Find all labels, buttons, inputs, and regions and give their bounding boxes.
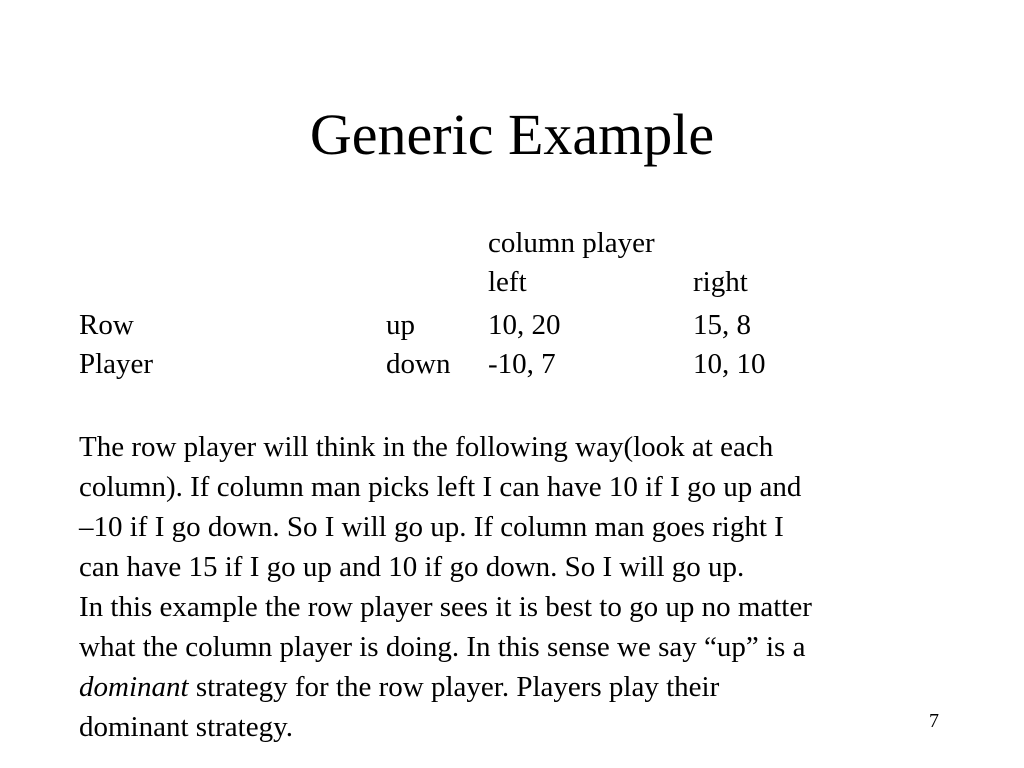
body-line-rest: strategy for the row player. Players play their — [188, 671, 720, 703]
column-player-label: column player — [488, 227, 655, 259]
cell-up-right: 15, 8 — [693, 309, 751, 341]
body-line: –10 if I go down. So I will go up. If column man goes right I — [79, 511, 784, 543]
body-line: column). If column man picks left I can have 10 if I go up and — [79, 471, 802, 503]
dominant-emphasis: dominant — [79, 671, 189, 703]
row-down-label: down — [386, 348, 451, 380]
row-player-label-line2: Player — [79, 348, 154, 380]
cell-down-right: 10, 10 — [693, 348, 766, 380]
cell-down-left: -10, 7 — [488, 348, 556, 380]
slide-title: Generic Example — [309, 102, 715, 167]
body-line: dominant strategy. — [79, 711, 293, 743]
body-line — [79, 667, 979, 707]
body-line: The row player will think in the following way(look at each — [79, 431, 774, 463]
column-left-header: left — [488, 266, 527, 298]
row-up-label: up — [386, 309, 415, 341]
row-player-label-line1: Row — [79, 309, 134, 341]
page-number: 7 — [929, 710, 939, 732]
body-line: what the column player is doing. In this sense we say “up” is a — [79, 631, 806, 663]
body-line: can have 15 if I go up and 10 if go down. So I will go up. — [79, 551, 745, 583]
column-right-header: right — [693, 266, 748, 298]
explanation-paragraph — [79, 427, 979, 747]
body-line: In this example the row player sees it is best to go up no matter — [79, 591, 812, 623]
cell-up-left: 10, 20 — [488, 309, 561, 341]
